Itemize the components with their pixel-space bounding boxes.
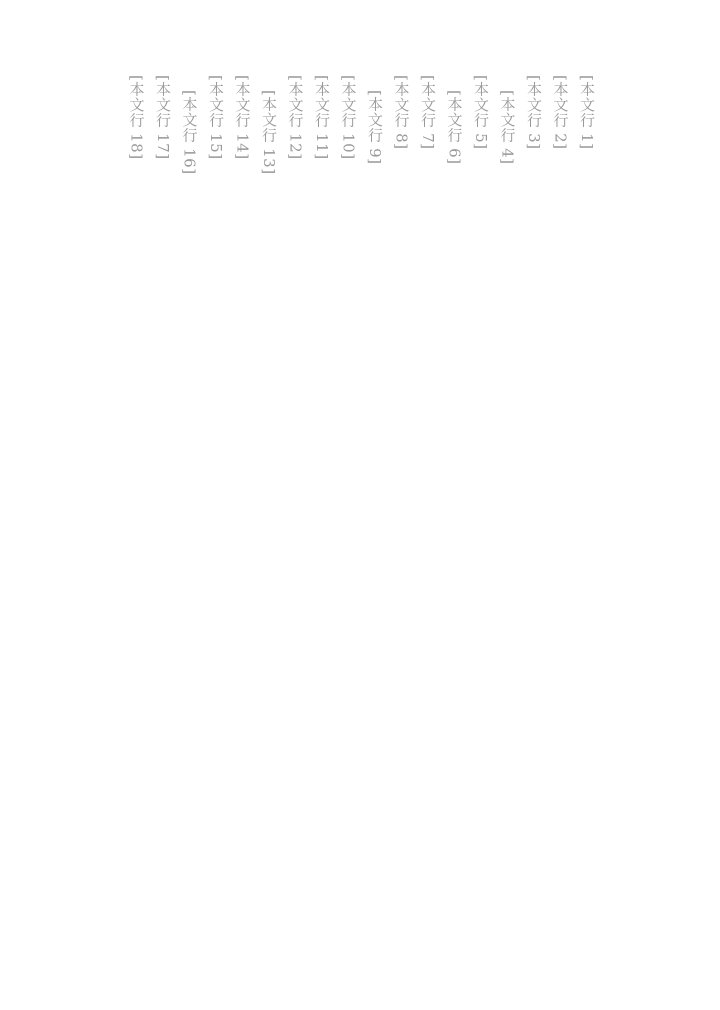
text-line: [本文行 18] <box>127 75 146 160</box>
document-page <box>127 75 600 935</box>
text-line: [本文行 8] <box>392 75 411 150</box>
text-line: [本文行 2] <box>551 75 570 150</box>
text-line: [本文行 7] <box>419 75 437 150</box>
text-line: [本文行 15] <box>207 75 225 160</box>
text-line: [本文行 13] <box>260 90 278 175</box>
text-line: [本文行 3] <box>525 75 543 150</box>
text-line: [本文行 17] <box>154 75 172 160</box>
text-line: [本文行 1] <box>578 75 596 150</box>
text-line: [本文行 5] <box>472 75 490 150</box>
text-line: [本文行 14] <box>233 75 252 160</box>
text-line: [本文行 16] <box>180 90 199 175</box>
text-line: [本文行 9] <box>366 90 384 165</box>
text-line: [本文行 12] <box>286 75 305 160</box>
text-line: [本文行 4] <box>498 90 517 165</box>
text-line: [本文行 10] <box>339 75 358 160</box>
text-line: [本文行 11] <box>313 75 331 160</box>
text-line: [本文行 6] <box>445 90 464 165</box>
